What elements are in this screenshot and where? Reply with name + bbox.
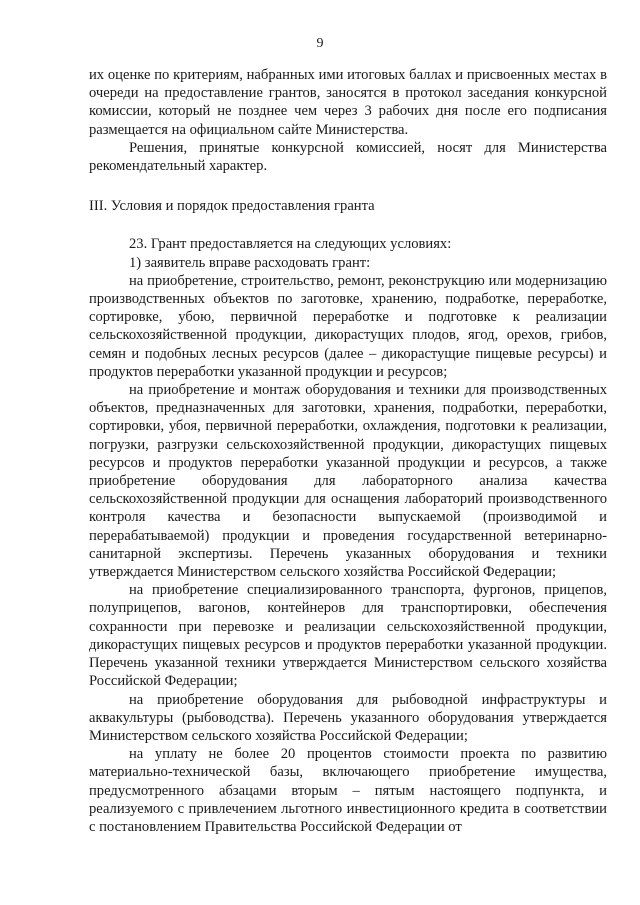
paragraph-aquaculture: на приобретение оборудования для рыбоводной инфраструктуры и аквакультуры (рыбоводства). Перечень указанного оборудования утверждается Министерством сельского хозяйства Российской Федерации; [89, 691, 607, 744]
paragraph-decisions: Решения, принятые конкурсной комиссией, носят для Министерства рекомендательный характер. [89, 139, 607, 175]
paragraph-construction: на приобретение, строительство, ремонт, реконструкцию или модернизацию производственных объектов по заготовке, хранению, подработке, переработке, сортировке, убою, первичной переработке и подготовке к реализации сельскохозяйственной продукции, дикорастущих плодов, ягод, орехов, грибов, семян и подобных лесных ресурсов (далее – дикорастущие пищевые ресурсы) и продуктов переработки указанной продукции и ресурсов; [89, 272, 607, 380]
paragraph-23: 23. Грант предоставляется на следующих условиях: [129, 236, 452, 253]
paragraph-loan-payment: на уплату не более 20 процентов стоимости проекта по развитию материально-технической базы, включающего приобретение имущества, предусмотренного абзацами вторым – пятым настоящего подпункта, и реализуемого с привлечением льготного инвестиционного кредита в соответствии с постановлением Правительства Российской Федерации от [89, 746, 607, 835]
page-number: 9 [316, 36, 324, 51]
section-heading: III. Условия и порядок предоставления гранта [89, 198, 375, 215]
paragraph-protocol: их оценке по критериям, набранных ими итоговых баллах и присвоенных местах в очереди на предоставление грантов, заносятся в протокол заседания конкурсной комиссии, который не позднее чем через 3 рабочих дня после его подписания размещается на официальном сайте Министерства. [89, 67, 607, 138]
paragraph-equipment: на приобретение и монтаж оборудования и техники для производственных объектов, предназначенных для заготовки, хранения, подработки, переработки, сортировки, убоя, первичной переработки, охлаждения, подготовки к реализации, погрузки, разгрузки сельскохозяйственной продукции, дикорастущих пищевых ресурсов и продуктов переработки указанной продукции и ресурсов, а также приобретение оборудования для лабораторного анализа качества сельскохозяйственной продукции для оснащения лабораторий производственного контроля качества и безопасности выпускаемой (производимой и перерабатываемой) продукции и проведения государственной ветеринарно-санитарной экспертизы. Перечень указанных оборудования и техники утверждается Министерством сельского хозяйства Российской Федерации; [89, 382, 607, 581]
paragraph-23-1: 1) заявитель вправе расходовать грант: [129, 254, 371, 271]
paragraph-transport: на приобретение специализированного транспорта, фургонов, прицепов, полуприцепов, вагонов, контейнеров для транспортировки, обеспечения сохранности при перевозке и реализации сельскохозяйственной продукции, дикорастущих пищевых ресурсов и продуктов переработки указанной продукции. Перечень указанной техники утверждается Министерством сельского хозяйства Российской Федерации; [89, 582, 607, 690]
document-body [89, 66, 607, 836]
